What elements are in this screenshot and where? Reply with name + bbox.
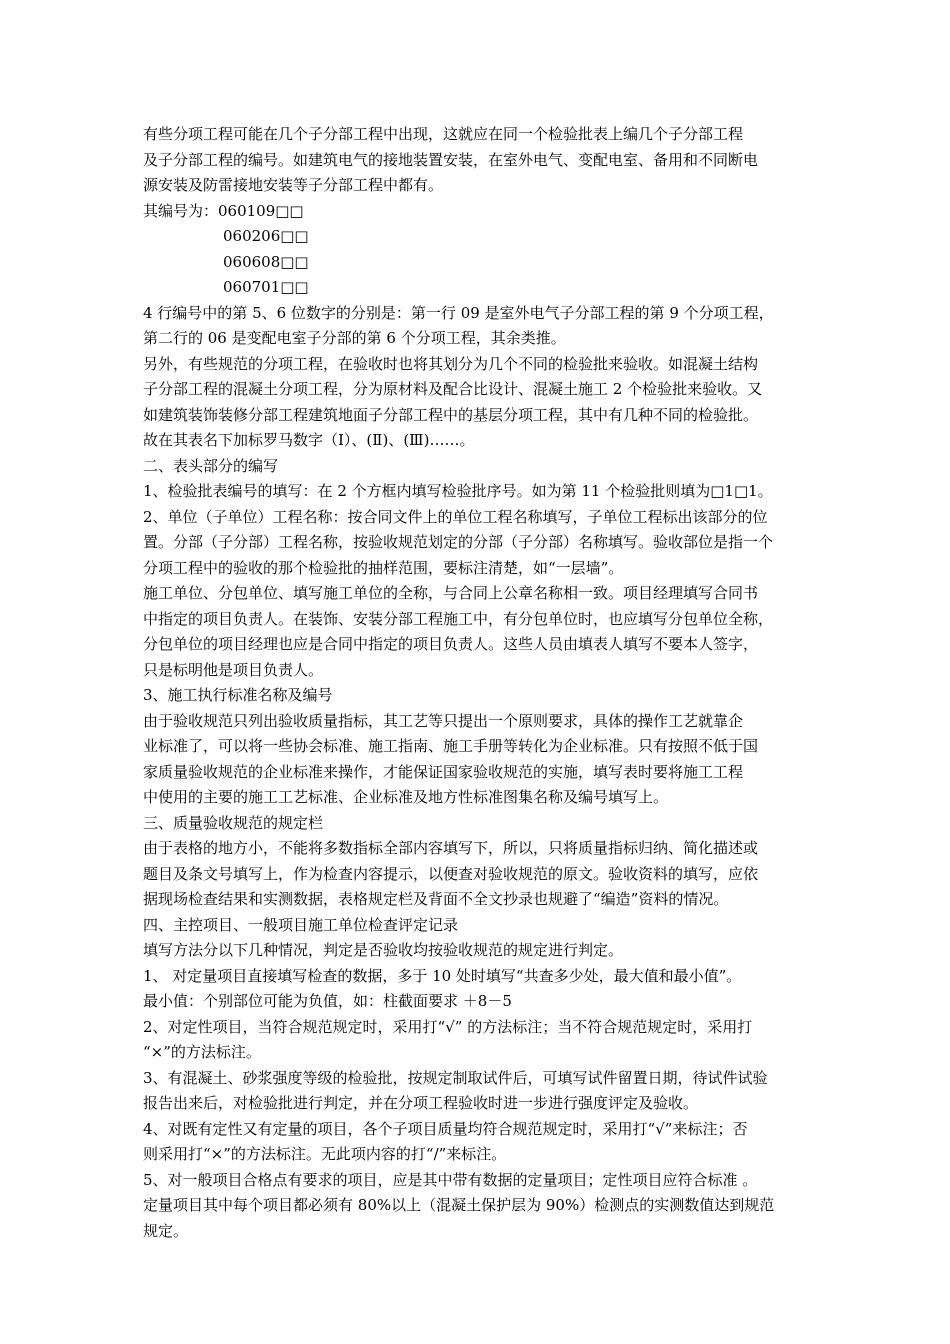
text-line: 则采用打“×”的方法标注。无此项内容的打“/”来标注。 [143,1145,507,1163]
text-line: 规定。 [143,1221,189,1240]
numbering-code: 060701□□ [223,278,309,296]
text-line: 题目及条文号填写上，作为检查内容提示，以便查对验收规范的原文。验收资料的填写，应依 [143,864,759,883]
subsection-heading: 3、施工执行标准名称及编号 [143,686,333,704]
text-line: 置。分部（子分部）工程名称，按验收规范划定的分部（子分部）名称填写。验收部位是指一个 [143,533,774,551]
text-line: 第二行的 06 是变配电室子分部的第 6 个分项工程，其余类推。 [143,329,566,347]
text-line: 由于表格的地方小，不能将多数指标全部内容填写下，所以，只将质量指标归纳、简化描述或 [143,839,759,857]
text-line: 3、有混凝土、砂浆强度等级的检验批，按规定制取试件后，可填写试件留置日期，待试件试验 [143,1068,768,1087]
text-line: 5、对一般项目合格点有要求的项目，应是其中带有数据的定量项目；定性项目应符合标准 。 [143,1170,758,1189]
text-line: 源安装及防雷接地安装等子分部工程中都有。 [143,176,444,194]
section-heading: 四、主控项目、一般项目施工单位检查评定记录 [143,915,459,934]
text-line: 只是标明他是项目负责人。 [143,660,324,679]
text-line: 由于验收规范只列出验收质量指标，其工艺等只提出一个原则要求，具体的操作工艺就靠企 [143,711,744,730]
text-line: 中使用的主要的施工工艺标准、企业标准及地方性标准图集名称及编号填写上。 [143,788,669,806]
text-line: 2、单位（子单位）工程名称：按合同文件上的单位工程名称填写，子单位工程标出该部分的位 [143,507,768,526]
text-line: 填写方法分以下几种情况，判定是否验收均按验收规范的规定进行判定。 [143,941,624,959]
text-line: 施工单位、分包单位、填写施工单位的全称，与合同上公章名称相一致。项目经理填写合同书 [143,584,759,602]
text-line: 据现场检查结果和实测数据，表格规定栏及背面不全文抄录也规避了“编造”资料的情况。 [143,890,729,908]
text-line: 如建筑装饰装修分部工程建筑地面子分部工程中的基层分项工程，其中有几种不同的检验批。 [143,405,759,424]
text-line: 另外，有些规范的分项工程，在验收时也将其划分为几个不同的检验批来验收。如混凝土结构 [143,354,759,373]
text-line: 2、对定性项目，当符合规范规定时，采用打“√” 的方法标注；当不符合规范规定时，采用打 [143,1017,753,1036]
document-page [143,122,819,1244]
text-line: 报告出来后，对检验批进行判定，并在分项工程验收时进一步进行强度评定及验收。 [143,1094,699,1112]
text-line: 家质量验收规范的企业标准来操作，才能保证国家验收规范的实施，填写表时要将施工工程 [143,762,744,781]
text-line: 分包单位的项目经理也应是合同中指定的项目负责人。这些人员由填表人填写不要本人签字， [143,635,759,653]
text-line: 4、对既有定性又有定量的项目，各个子项目质量均符合规范规定时，采用打“√”来标注；否 [143,1119,748,1138]
text-line: 1、 对定量项目直接填写检查的数据，多于 10 处时填写“共查多少处，最大值和最小值”。 [143,966,742,985]
numbering-code: 060206□□ [223,227,309,245]
text-line: 定量项目其中每个项目都必须有 80%以上（混凝土保护层为 90%）检测点的实测数值达到规范 [143,1196,775,1214]
text-line: 业标准了，可以将一些协会标准、施工指南、施工手册等转化为企业标准。只有按照不低于国 [143,737,759,755]
numbering-code: 060608□□ [223,252,309,271]
text-line: 故在其表名下加标罗马数字（Ⅰ）、(Ⅱ)、(Ⅲ)……。 [143,431,475,449]
section-heading: 三、质量验收规范的规定栏 [143,813,324,832]
text-line: 有些分项工程可能在几个子分部工程中出现，这就应在同一个检验批表上编几个子分部工程 [143,125,744,143]
numbering-intro: 其编号为：060109□□ [143,201,304,220]
text-line: 中指定的项目负责人。在装饰、安装分部工程施工中，有分包单位时，也应填写分包单位全称， [143,609,774,628]
text-line: 1、检验批表编号的填写：在 2 个方框内填写检验批序号。如为第 11 个检验批则填为□1□1。 [143,482,773,500]
text-line: “×”的方法标注。 [143,1043,261,1061]
section-heading: 二、表头部分的编写 [143,456,279,475]
text-line: 子分部工程的混凝土分项工程，分为原材料及配合比设计、混凝土施工 2 个检验批来验收。又 [143,380,763,398]
text-line: 4 行编号中的第 5、6 位数字的分别是：第一行 09 是室外电气子分部工程的第 9 个分项工程， [143,303,774,322]
text-line: 及子分部工程的编号。如建筑电气的接地装置安装，在室外电气、变配电室、备用和不同断电 [143,150,759,169]
text-line: 最小值：个别部位可能为负值，如：柱截面要求 ＋8－5 [143,992,512,1010]
text-line: 分项工程中的验收的那个检验批的抽样范围，要标注清楚，如“一层墙”。 [143,558,624,577]
